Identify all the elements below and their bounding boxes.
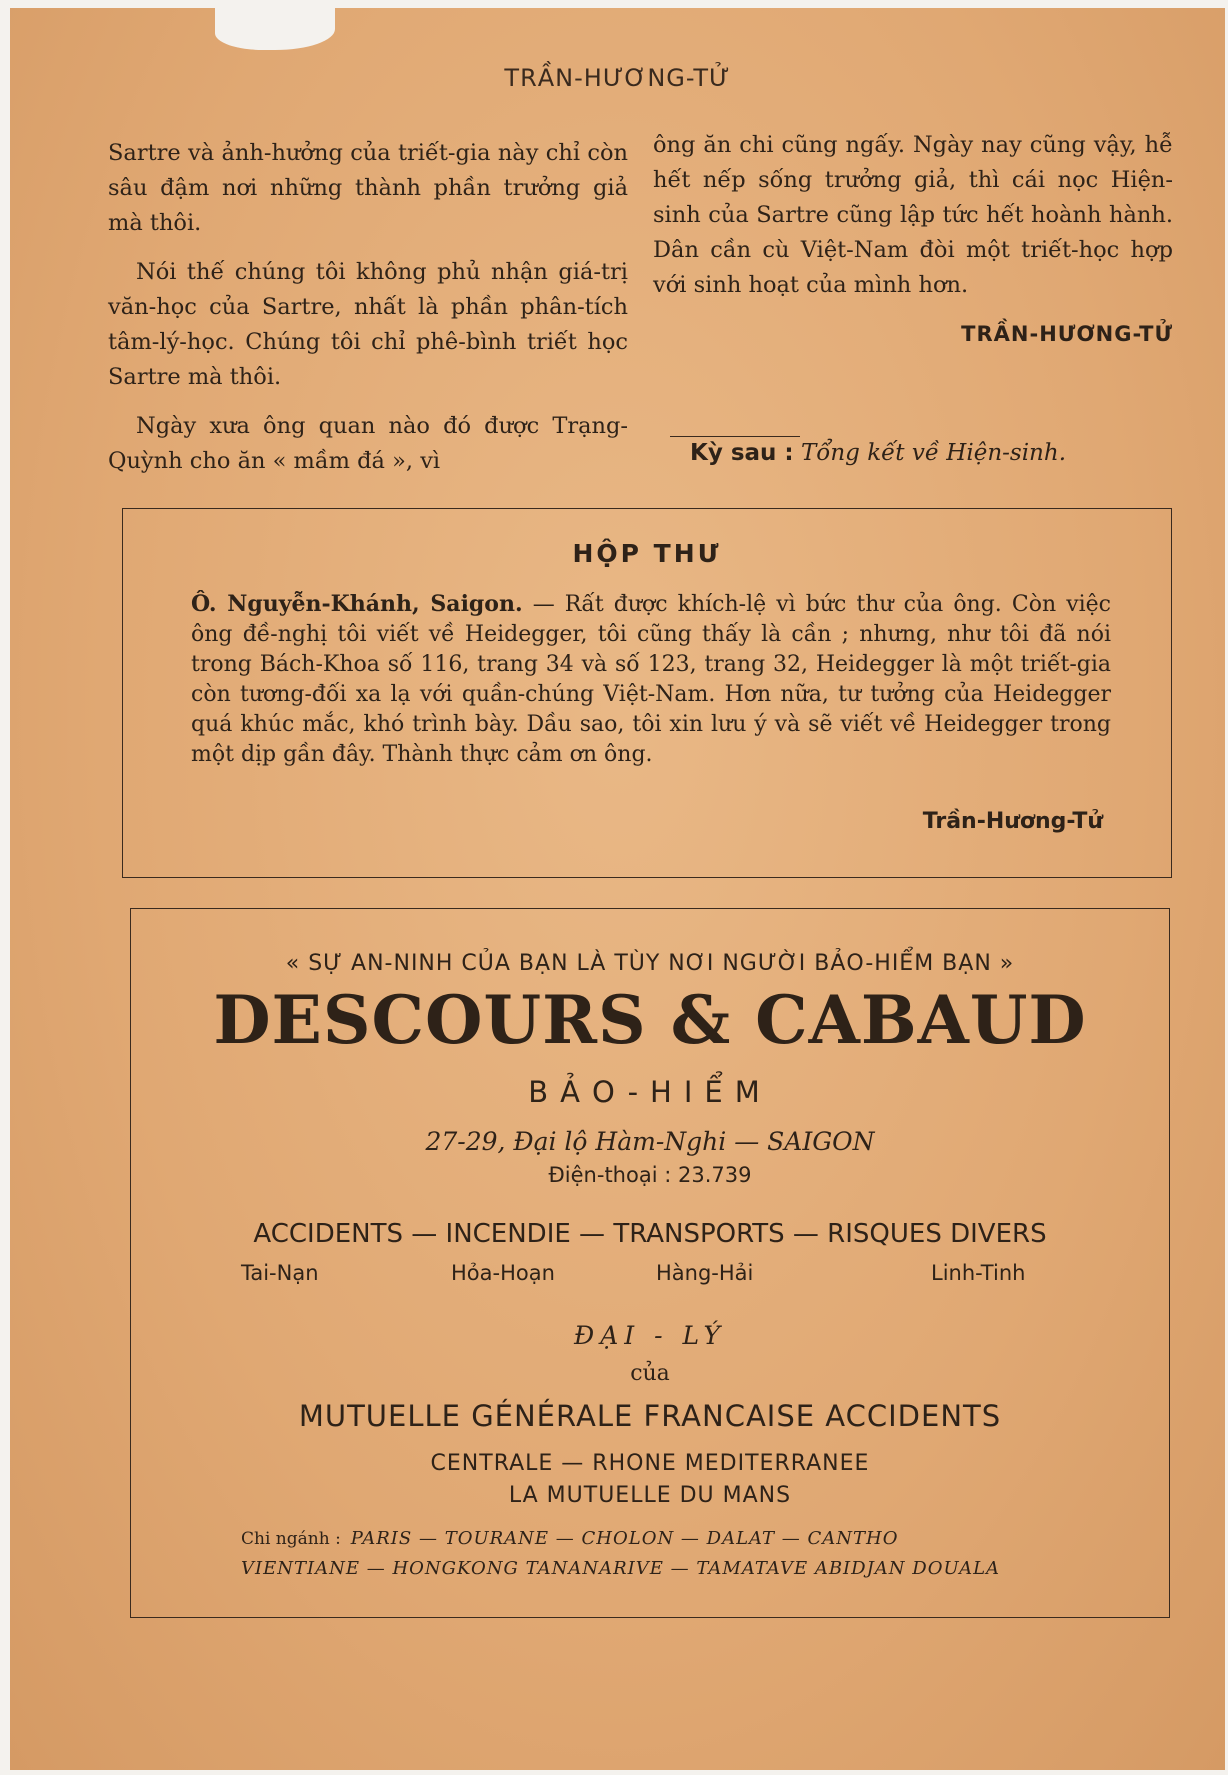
mailbox-signature: Trần-Hương-Tử	[922, 809, 1103, 834]
next-issue-note	[690, 440, 1066, 466]
divider	[670, 436, 800, 437]
ad-slogan: « SỰ AN-NINH CỦA BẠN LÀ TÙY NƠI NGƯỜI BẢO-HIỂM BẠN »	[285, 951, 1015, 976]
article-left-column	[108, 136, 628, 493]
ad-brand: DESCOURS & CABAUD	[213, 981, 1087, 1059]
ad-central: CENTRALE — RHONE MEDITERRANEE	[430, 1451, 870, 1476]
advertisement-box	[130, 908, 1170, 1618]
paragraph: ông ăn chi cũng ngấy. Ngày nay cũng vậy, hễ hết nếp sống trưởng giả, thì cái nọc Hiện-sinh của Sartre cũng lập tức hết hoành hành. Dân cần cù Việt-Nam đòi một triết-học hợp với sinh hoạt của mình hơn.	[653, 132, 1173, 298]
author-signature: TRẦN-HƯƠNG-TỬ	[961, 322, 1173, 346]
next-title: Tổng kết về Hiện-sinh.	[800, 440, 1066, 466]
mailbox-title: HỘP THƯ	[572, 539, 722, 568]
mailbox-text: — Rất được khích-lệ vì bức thư của ông. Còn việc ông đề-nghị tôi viết về Heidegger, tôi cũng thấy là cần ; nhưng, như tôi đã nói trong Bách-Khoa số 116, trang 34 và số 123, trang 32, Heidegger là một triết-gia còn tương-đối xa lạ với quần-chúng Việt-Nam. Hơn nữa, tư tưởng của Heidegger quá khúc mắc, khó trình bày. Dầu sao, tôi xin lưu ý và sẽ viết về Heidegger trong một dịp gần đây. Thành thực cảm ơn ông.	[191, 592, 1111, 767]
paragraph: Sartre và ảnh-hưởng của triết-gia này chỉ còn sâu đậm nơi những thành phần trưởng giả mà thôi.	[108, 140, 628, 236]
ad-cua: của	[630, 1361, 670, 1386]
ad-address: 27-29, Đại lộ Hàm-Nghi — SAIGON	[425, 1127, 875, 1156]
paragraph: Ngày xưa ông quan nào đó được Trạng-Quỳnh cho ăn « mầm đá », vì	[108, 413, 628, 474]
line-vi: Hàng-Hải	[656, 1261, 754, 1285]
article-right-column	[653, 128, 1173, 352]
magazine-page	[10, 8, 1225, 1770]
next-label: Kỳ sau :	[690, 440, 794, 466]
branches-line: VIENTIANE — HONGKONG TANANARIVE — TAMATAVE ABIDJAN DOUALA	[241, 1558, 1001, 1579]
ad-insurance-lines: ACCIDENTS — INCENDIE — TRANSPORTS — RISQUES DIVERS	[253, 1219, 1047, 1249]
line-vi: Linh-Tinh	[931, 1261, 1026, 1285]
ad-branches	[241, 1524, 1101, 1584]
ad-mans: LA MUTUELLE DU MANS	[508, 1483, 792, 1508]
torn-corner	[215, 8, 335, 50]
paragraph: Nói thế chúng tôi không phủ nhận giá-trị văn-học của Sartre, nhất là phần phân-tích tâm-lý-học. Chúng tôi chỉ phê-bình triết học Sartre mà thôi.	[108, 259, 628, 390]
ad-company: MUTUELLE GÉNÉRALE FRANCAISE ACCIDENTS	[298, 1399, 1002, 1433]
ad-agent: ĐẠI - LÝ	[574, 1321, 726, 1350]
line-vi: Hỏa-Hoạn	[451, 1261, 555, 1285]
ad-subtitle: BẢO-HIỂM	[528, 1075, 772, 1109]
ad-phone: Điện-thoại : 23.739	[548, 1163, 752, 1187]
running-head: TRẦN-HƯƠNG-TỬ	[504, 64, 731, 92]
line-vi: Tai-Nạn	[241, 1261, 319, 1285]
mailbox-box	[122, 508, 1172, 878]
mailbox-body	[191, 589, 1111, 770]
mailbox-recipient: Ô. Nguyễn-Khánh, Saigon.	[191, 591, 523, 617]
branches-line: PARIS — TOURANE — CHOLON — DALAT — CANTHO	[350, 1528, 899, 1549]
branches-label: Chi ngánh :	[241, 1529, 341, 1549]
